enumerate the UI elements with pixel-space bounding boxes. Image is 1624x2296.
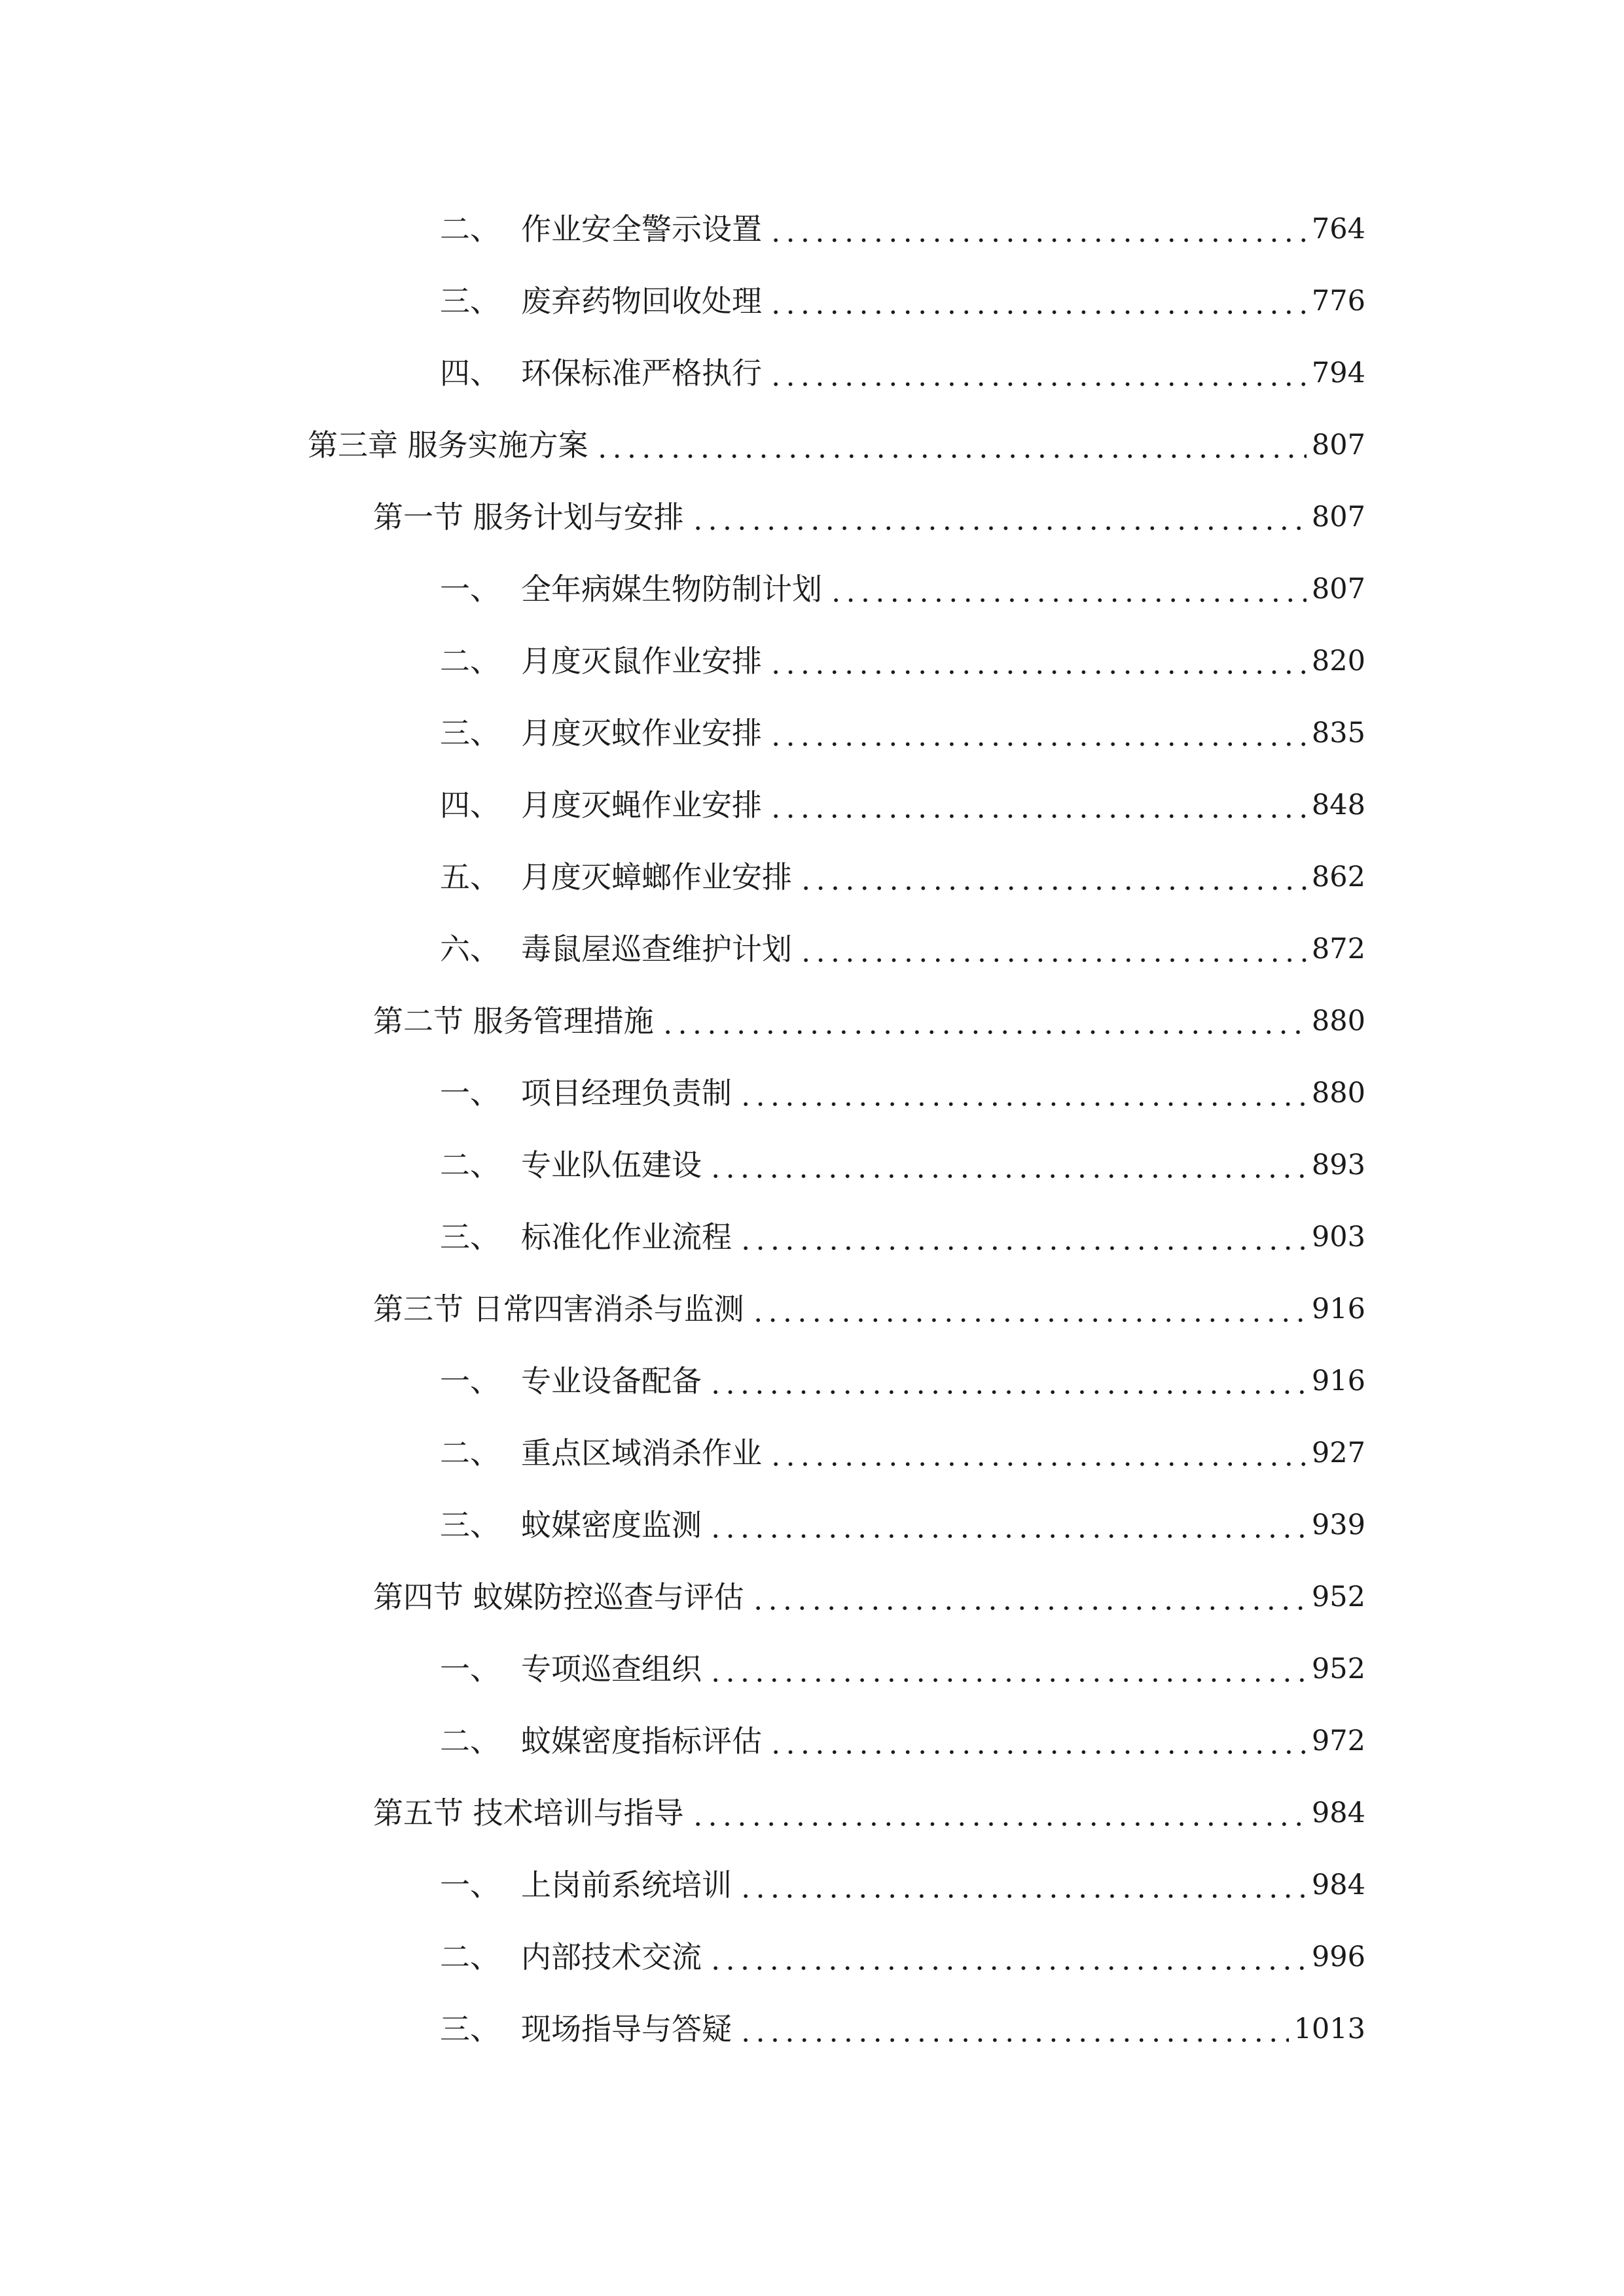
toc-entry[interactable] xyxy=(440,1715,1365,1767)
toc-entry-title: 第五节 技术培训与指导 xyxy=(373,1795,684,1831)
toc-entry-number: 四、 xyxy=(440,355,500,391)
toc-entry-number: 二、 xyxy=(440,1147,500,1183)
toc-entry-title: 内部技术交流 xyxy=(521,1939,702,1975)
toc-entry[interactable] xyxy=(440,1859,1365,1911)
dot-leader xyxy=(736,1067,1307,1119)
toc-entry-page: 916 xyxy=(1311,1293,1365,1325)
toc-entry-page: 848 xyxy=(1311,789,1365,821)
toc-entry[interactable] xyxy=(440,1931,1365,1983)
toc-entry[interactable] xyxy=(440,851,1365,903)
toc-entry-section[interactable] xyxy=(373,995,1365,1047)
toc-entry-page: 880 xyxy=(1311,1005,1365,1037)
toc-entry[interactable] xyxy=(440,779,1365,831)
toc-entry[interactable] xyxy=(440,1499,1365,1551)
toc-entry-number: 三、 xyxy=(440,1219,500,1255)
dot-leader xyxy=(658,995,1307,1047)
dot-leader xyxy=(706,1499,1307,1551)
toc-entry-page: 903 xyxy=(1311,1221,1365,1253)
toc-entry-number: 三、 xyxy=(440,1507,500,1543)
toc-entry-page: 996 xyxy=(1311,1941,1365,1973)
toc-entry-number: 一、 xyxy=(440,1651,500,1687)
toc-entry-title: 第三节 日常四害消杀与监测 xyxy=(373,1291,744,1327)
toc-entry-section[interactable] xyxy=(373,1571,1365,1623)
toc-entry[interactable] xyxy=(440,275,1365,327)
toc-entry-page: 872 xyxy=(1311,933,1365,965)
toc-entry-page: 764 xyxy=(1311,213,1365,245)
toc-entry-page: 984 xyxy=(1311,1797,1365,1829)
dot-leader xyxy=(796,851,1307,903)
toc-entry-title: 第一节 服务计划与安排 xyxy=(373,499,684,535)
toc-entry-title: 环保标准严格执行 xyxy=(521,355,762,391)
toc-entry-number: 一、 xyxy=(440,1867,500,1903)
dot-leader xyxy=(766,275,1307,327)
toc-entry[interactable] xyxy=(440,2003,1365,2055)
dot-leader xyxy=(706,1643,1307,1695)
toc-entry[interactable] xyxy=(440,923,1365,975)
toc-entry[interactable] xyxy=(440,563,1365,615)
toc-entry[interactable] xyxy=(440,347,1365,399)
toc-entry-title: 月度灭蚊作业安排 xyxy=(521,715,762,751)
dot-leader xyxy=(748,1571,1307,1623)
dot-leader xyxy=(736,1859,1307,1911)
toc-entry-page: 984 xyxy=(1311,1869,1365,1901)
dot-leader xyxy=(766,1427,1307,1479)
toc-entry-title: 专项巡查组织 xyxy=(521,1651,702,1687)
dot-leader xyxy=(688,491,1307,543)
toc-entry[interactable] xyxy=(440,707,1365,759)
toc-entry-page: 952 xyxy=(1311,1653,1365,1685)
toc-entry-page: 972 xyxy=(1311,1725,1365,1757)
dot-leader xyxy=(706,1139,1307,1191)
toc-entry-title: 项目经理负责制 xyxy=(521,1075,732,1111)
dot-leader xyxy=(796,923,1307,975)
dot-leader xyxy=(736,2003,1289,2055)
toc-entry-title: 第三章 服务实施方案 xyxy=(308,427,588,463)
toc-entry-number: 三、 xyxy=(440,283,500,319)
toc-entry-title: 蚊媒密度监测 xyxy=(521,1507,702,1543)
toc-entry-title: 蚊媒密度指标评估 xyxy=(521,1723,762,1759)
dot-leader xyxy=(706,1355,1307,1407)
toc-entry-page: 807 xyxy=(1311,573,1365,605)
toc-entry-page: 952 xyxy=(1311,1581,1365,1613)
toc-entry-section[interactable] xyxy=(373,1283,1365,1335)
toc-entry-number: 一、 xyxy=(440,571,500,607)
toc-entry-number: 二、 xyxy=(440,1435,500,1471)
toc-entry-title: 废弃药物回收处理 xyxy=(521,283,762,319)
dot-leader xyxy=(766,779,1307,831)
toc-entry[interactable] xyxy=(440,1643,1365,1695)
toc-entry-title: 专业队伍建设 xyxy=(521,1147,702,1183)
toc-entry[interactable] xyxy=(440,1139,1365,1191)
toc-entry-page: 794 xyxy=(1311,357,1365,389)
toc-entry[interactable] xyxy=(440,1067,1365,1119)
toc-entry-number: 二、 xyxy=(440,643,500,679)
toc-entry-title: 上岗前系统培训 xyxy=(521,1867,732,1903)
toc-entry-page: 939 xyxy=(1311,1509,1365,1541)
toc-entry-page: 927 xyxy=(1311,1437,1365,1469)
toc-entry-title: 作业安全警示设置 xyxy=(521,211,762,247)
dot-leader xyxy=(736,1211,1307,1263)
dot-leader xyxy=(706,1931,1307,1983)
toc-entry-number: 一、 xyxy=(440,1075,500,1111)
toc-entry-number: 二、 xyxy=(440,1939,500,1975)
toc-entry-title: 第二节 服务管理措施 xyxy=(373,1003,654,1039)
toc-entry-chapter[interactable] xyxy=(308,419,1365,471)
toc-entry-number: 六、 xyxy=(440,931,500,967)
dot-leader xyxy=(688,1787,1307,1839)
toc-entry[interactable] xyxy=(440,1355,1365,1407)
toc-entry-section[interactable] xyxy=(373,491,1365,543)
toc-entry-page: 820 xyxy=(1311,645,1365,677)
toc-entry-number: 二、 xyxy=(440,211,500,247)
toc-entry-page: 807 xyxy=(1311,429,1365,461)
toc-entry-title: 毒鼠屋巡查维护计划 xyxy=(521,931,792,967)
toc-entry-number: 一、 xyxy=(440,1363,500,1399)
toc-entry-title: 重点区域消杀作业 xyxy=(521,1435,762,1471)
toc-entry[interactable] xyxy=(440,635,1365,687)
toc-entry-page: 776 xyxy=(1311,285,1365,317)
toc-entry-title: 月度灭蝇作业安排 xyxy=(521,787,762,823)
toc-entry-number: 三、 xyxy=(440,715,500,751)
toc-entry-page: 1013 xyxy=(1293,2013,1365,2045)
toc-entry-section[interactable] xyxy=(373,1787,1365,1839)
toc-entry-page: 893 xyxy=(1311,1149,1365,1181)
toc-entry[interactable] xyxy=(440,1427,1365,1479)
dot-leader xyxy=(766,347,1307,399)
toc-entry[interactable] xyxy=(440,203,1365,255)
toc-entry-page: 862 xyxy=(1311,861,1365,893)
toc-entry-number: 三、 xyxy=(440,2011,500,2047)
toc-entry-page: 916 xyxy=(1311,1365,1365,1397)
toc-entry-title: 标准化作业流程 xyxy=(521,1219,732,1255)
dot-leader xyxy=(766,203,1307,255)
toc-entry-number: 五、 xyxy=(440,859,500,895)
toc-entry-title: 第四节 蚊媒防控巡查与评估 xyxy=(373,1579,744,1615)
dot-leader xyxy=(766,707,1307,759)
toc-entry-title: 全年病媒生物防制计划 xyxy=(521,571,822,607)
toc-entry-page: 807 xyxy=(1311,501,1365,533)
toc-entry-number: 二、 xyxy=(440,1723,500,1759)
toc-entry-page: 835 xyxy=(1311,717,1365,749)
toc-entry-title: 月度灭鼠作业安排 xyxy=(521,643,762,679)
toc-entry-title: 月度灭蟑螂作业安排 xyxy=(521,859,792,895)
dot-leader xyxy=(766,635,1307,687)
dot-leader xyxy=(766,1715,1307,1767)
toc-entry-page: 880 xyxy=(1311,1077,1365,1109)
dot-leader xyxy=(592,419,1307,471)
toc-entry-title: 现场指导与答疑 xyxy=(521,2011,732,2047)
toc-entry[interactable] xyxy=(440,1211,1365,1263)
toc-entry-number: 四、 xyxy=(440,787,500,823)
dot-leader xyxy=(826,563,1307,615)
toc-entry-title: 专业设备配备 xyxy=(521,1363,702,1399)
dot-leader xyxy=(748,1283,1307,1335)
